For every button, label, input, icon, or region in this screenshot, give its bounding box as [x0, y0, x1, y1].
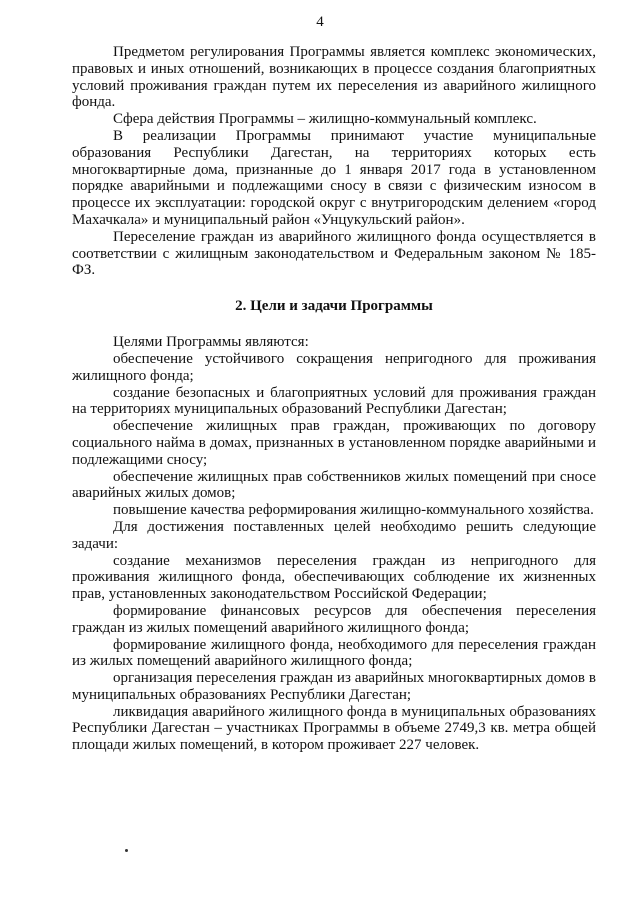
- paragraph-resettlement-law: Переселение граждан из аварийного жилищного фонда осуществляется в соответствии с жилищным законодательством и Федеральным законом № 185-ФЗ.: [72, 228, 596, 279]
- task-item: формирование жилищного фонда, необходимого для переселения граждан из жилых помещений аварийного жилищного фонда;: [72, 636, 596, 670]
- paragraph-subject: Предметом регулирования Программы является комплекс экономических, правовых и иных отношений, возникающих в процессе создания благоприятных условий проживания граждан путем их переселения из аварийного жилищного фонда.: [72, 44, 596, 111]
- task-item: ликвидация аварийного жилищного фонда в муниципальных образованиях Республики Дагестан – участниках Программы в объеме 2749,3 кв. метра общей площади жилых помещений, в котором проживает 227 человек.: [72, 703, 596, 754]
- section-title: 2. Цели и задачи Программы: [235, 298, 433, 315]
- paragraph-participants: В реализации Программы принимают участие муниципальные образования Республики Дагестан, на территориях которых есть многоквартирные дома, признанные до 1 января 2017 года в установленном порядке аварийными и подлежащими сносу в связи с физическим износом в процессе их эксплуатации: городской округ с внутригородским делением «город Махачкала» и муниципальный район «Унцукульский район».: [72, 127, 596, 228]
- task-item: организация переселения граждан из аварийных многоквартирных домов в муниципальных образованиях Республики Дагестан;: [72, 670, 596, 703]
- goal-item: обеспечение жилищных прав собственников жилых помещений при сносе аварийных жилых домов;: [72, 468, 596, 502]
- task-item: формирование финансовых ресурсов для обеспечения переселения граждан из жилых помещений аварийного жилищного фонда;: [72, 602, 596, 636]
- page-number: 4: [316, 14, 324, 30]
- scan-speck: [125, 849, 128, 852]
- goal-item: обеспечение устойчивого сокращения непригодного для проживания жилищного фонда;: [72, 350, 596, 384]
- tasks-intro: Для достижения поставленных целей необходимо решить следующие задачи:: [72, 518, 596, 552]
- goal-item: создание безопасных и благоприятных условий для проживания граждан на территориях муниципальных образований Республики Дагестан;: [72, 384, 596, 418]
- document-body: [72, 44, 596, 754]
- goals-intro: Целями Программы являются:: [113, 334, 309, 351]
- paragraph-scope: Сфера действия Программы – жилищно-коммунальный комплекс.: [113, 111, 537, 128]
- goal-item: обеспечение жилищных прав граждан, проживающих по договору социального найма в домах, признанных в установленном порядке аварийными и подлежащими сносу;: [72, 418, 596, 468]
- task-item: создание механизмов переселения граждан из непригодного для проживания жилищного фонда, обеспечивающих соблюдение их жизненных прав, установленных законодательством Российской Федерации;: [72, 552, 596, 603]
- goal-item: повышение качества реформирования жилищно-коммунального хозяйства.: [113, 502, 594, 519]
